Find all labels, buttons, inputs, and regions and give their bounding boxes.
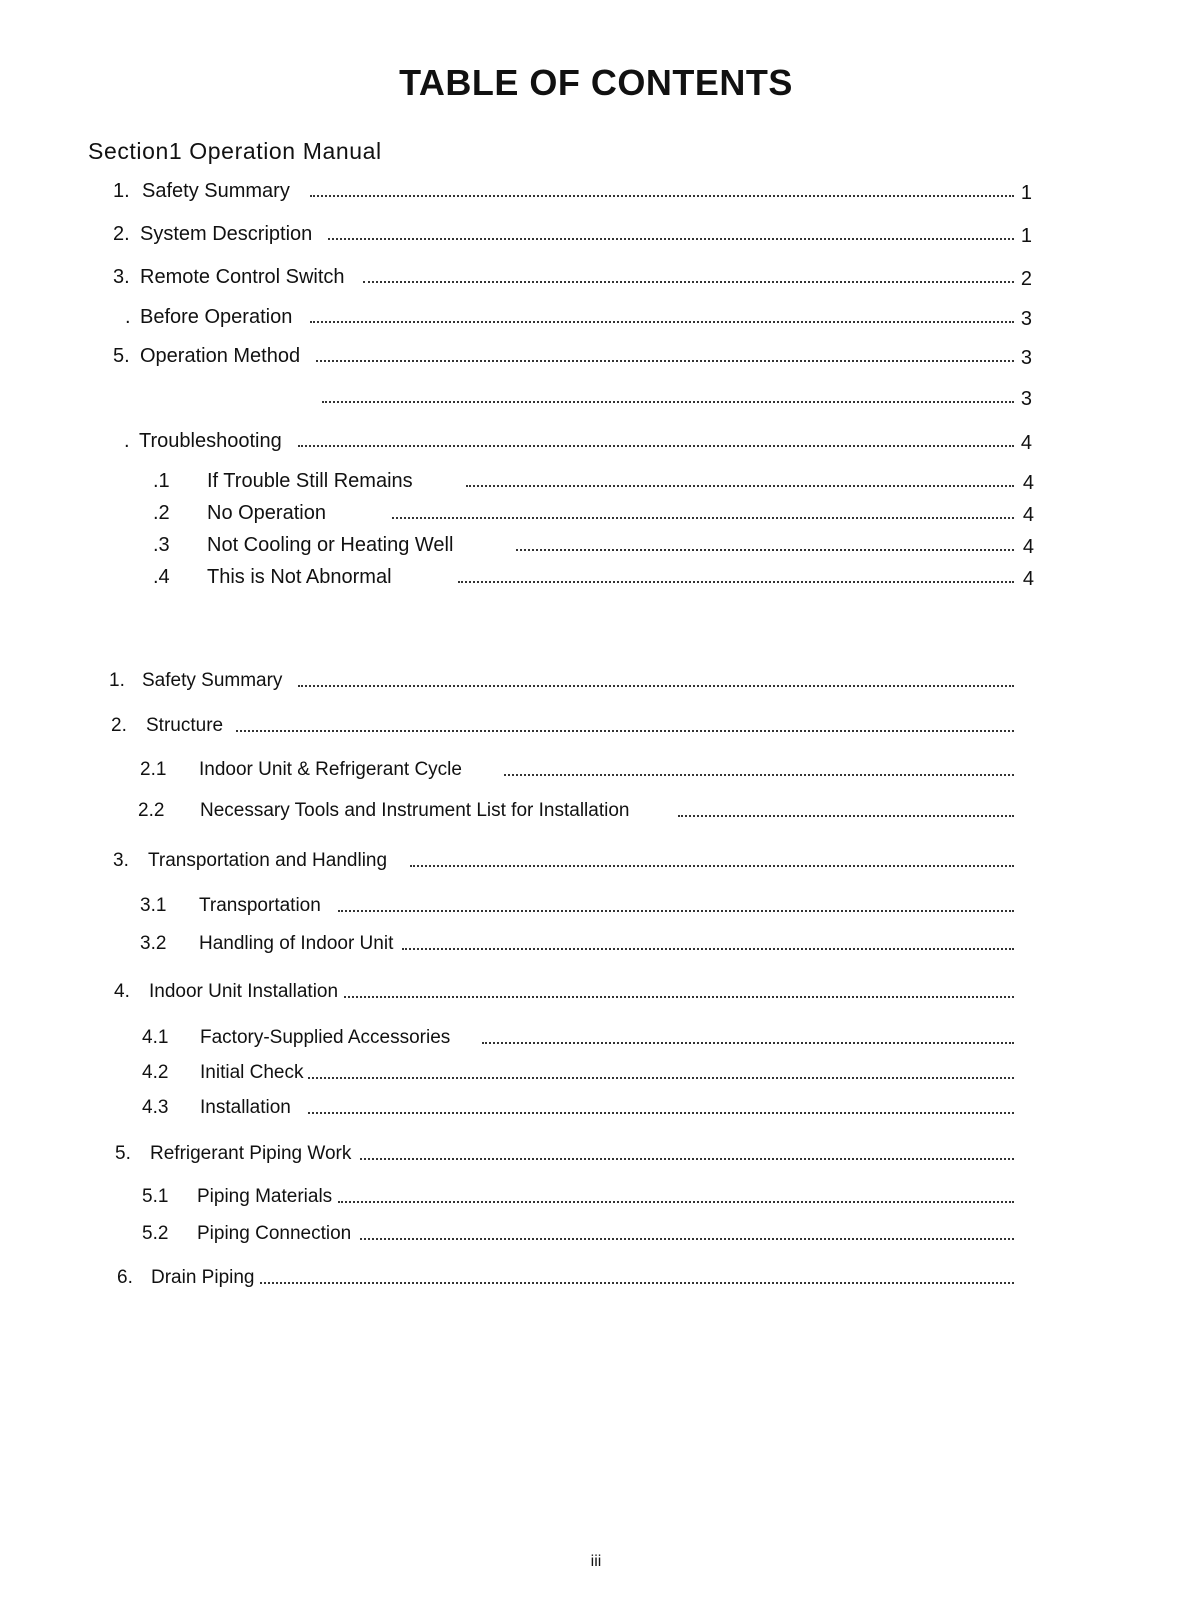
entry-label: Necessary Tools and Instrument List for Installation (200, 800, 630, 821)
entry-number: 2. (111, 715, 127, 736)
toc-entry[interactable] (0, 1221, 1192, 1247)
entry-label: Troubleshooting (139, 430, 282, 452)
toc-entry[interactable] (0, 428, 1192, 454)
entry-label: This is Not Abnormal (207, 566, 392, 588)
toc-entry[interactable] (0, 564, 1192, 590)
dot-leader (410, 865, 1014, 867)
toc-entry[interactable] (0, 668, 1192, 694)
dot-leader (363, 281, 1014, 283)
entry-label: Piping Connection (197, 1223, 352, 1244)
entry-number: 3.1 (140, 895, 167, 916)
toc-entry[interactable] (0, 1265, 1192, 1291)
entry-label: Refrigerant Piping Work (150, 1143, 352, 1164)
dot-leader (310, 195, 1014, 197)
entry-number: 2.1 (140, 759, 167, 780)
toc-entry[interactable] (0, 178, 1192, 204)
entry-label: Not Cooling or Heating Well (207, 534, 454, 556)
toc-entry[interactable] (0, 304, 1192, 330)
toc-entry[interactable] (0, 757, 1192, 783)
toc-entry[interactable] (0, 468, 1192, 494)
dot-leader (360, 1158, 1014, 1160)
entry-label: Initial Check (200, 1062, 304, 1083)
entry-page: 3 (1020, 347, 1032, 369)
entry-label: Safety Summary (142, 180, 290, 202)
dot-leader (678, 815, 1014, 817)
entry-number: 6. (117, 1267, 133, 1288)
entry-page: 4 (1022, 536, 1034, 558)
entry-label: Safety Summary (142, 670, 283, 691)
entry-number: . (124, 430, 130, 452)
entry-page: 1 (1020, 225, 1032, 247)
entry-label: If Trouble Still Remains (207, 470, 413, 492)
toc-entry[interactable] (0, 979, 1192, 1005)
dot-leader (328, 238, 1014, 240)
dot-leader (316, 360, 1014, 362)
dot-leader (482, 1042, 1014, 1044)
entry-label: No Operation (207, 502, 326, 524)
entry-page: 3 (1020, 388, 1032, 410)
dot-leader (504, 774, 1014, 776)
toc-entry[interactable] (0, 384, 1192, 410)
toc-entry[interactable] (0, 343, 1192, 369)
entry-number: 5. (115, 1143, 131, 1164)
toc-entry[interactable] (0, 1141, 1192, 1167)
entry-number: 5.1 (142, 1186, 169, 1207)
section-heading: Section1 Operation Manual (88, 138, 382, 164)
dot-leader (392, 517, 1014, 519)
entry-page: 3 (1020, 308, 1032, 330)
entry-label: Operation Method (140, 345, 301, 367)
entry-number: 3. (113, 850, 129, 871)
toc-entry[interactable] (0, 1095, 1192, 1121)
entry-page: 2 (1020, 268, 1032, 290)
entry-label: Indoor Unit & Refrigerant Cycle (199, 759, 462, 780)
entry-number: 5. (113, 345, 130, 367)
entry-page: 4 (1022, 568, 1034, 590)
entry-number: 2.2 (138, 800, 165, 821)
entry-page: 4 (1022, 472, 1034, 494)
dot-leader (308, 1077, 1014, 1079)
entry-number: 4. (114, 981, 130, 1002)
dot-leader (360, 1238, 1014, 1240)
entry-label: Remote Control Switch (140, 266, 345, 288)
entry-label: Transportation and Handling (148, 850, 388, 871)
entry-number: 1. (109, 670, 125, 691)
entry-number: 3. (113, 266, 130, 288)
dot-leader (338, 910, 1014, 912)
dot-leader (308, 1112, 1014, 1114)
entry-number: .2 (153, 502, 170, 524)
entry-number: 1. (113, 180, 130, 202)
entry-label: Handling of Indoor Unit (199, 933, 394, 954)
toc-entry[interactable] (0, 1025, 1192, 1051)
entry-label: Structure (146, 715, 224, 736)
dot-leader (310, 321, 1014, 323)
toc-entry[interactable] (0, 893, 1192, 919)
dot-leader (260, 1282, 1014, 1284)
toc-entry[interactable] (0, 1060, 1192, 1086)
entry-label: Drain Piping (151, 1267, 255, 1288)
entry-page: 1 (1020, 182, 1032, 204)
entry-page: 4 (1020, 432, 1032, 454)
dot-leader (466, 485, 1014, 487)
entry-label: Indoor Unit Installation (149, 981, 339, 1002)
toc-entry[interactable] (0, 848, 1192, 874)
page-title: TABLE OF CONTENTS (399, 62, 793, 103)
dot-leader (458, 581, 1014, 583)
entry-label: Piping Materials (197, 1186, 333, 1207)
entry-page: 4 (1022, 504, 1034, 526)
toc-entry[interactable] (0, 264, 1192, 290)
toc-entry[interactable] (0, 798, 1192, 824)
entry-number: .4 (153, 566, 170, 588)
dot-leader (402, 948, 1014, 950)
entry-label: Before Operation (140, 306, 293, 328)
entry-number: 2. (113, 223, 130, 245)
toc-entry[interactable] (0, 931, 1192, 957)
toc-entry[interactable] (0, 221, 1192, 247)
dot-leader (322, 401, 1014, 403)
entry-number: 4.2 (142, 1062, 169, 1083)
dot-leader (236, 730, 1014, 732)
entry-number: 4.3 (142, 1097, 169, 1118)
entry-number: 4.1 (142, 1027, 169, 1048)
dot-leader (298, 445, 1014, 447)
entry-label: System Description (140, 223, 313, 245)
entry-number: 3.2 (140, 933, 167, 954)
toc-entry[interactable] (0, 500, 1192, 526)
toc-entry[interactable] (0, 532, 1192, 558)
entry-number: .1 (153, 470, 170, 492)
toc-entry[interactable] (0, 713, 1192, 739)
entry-label: Transportation (199, 895, 321, 916)
entry-number: .3 (153, 534, 170, 556)
dot-leader (516, 549, 1014, 551)
entry-number: . (125, 306, 131, 328)
page-number: iii (590, 1553, 602, 1570)
entry-label: Factory-Supplied Accessories (200, 1027, 451, 1048)
dot-leader (298, 685, 1014, 687)
entry-number: 5.2 (142, 1223, 169, 1244)
toc-entry[interactable] (0, 1184, 1192, 1210)
dot-leader (344, 996, 1014, 998)
entry-label: Installation (200, 1097, 291, 1118)
dot-leader (338, 1201, 1014, 1203)
